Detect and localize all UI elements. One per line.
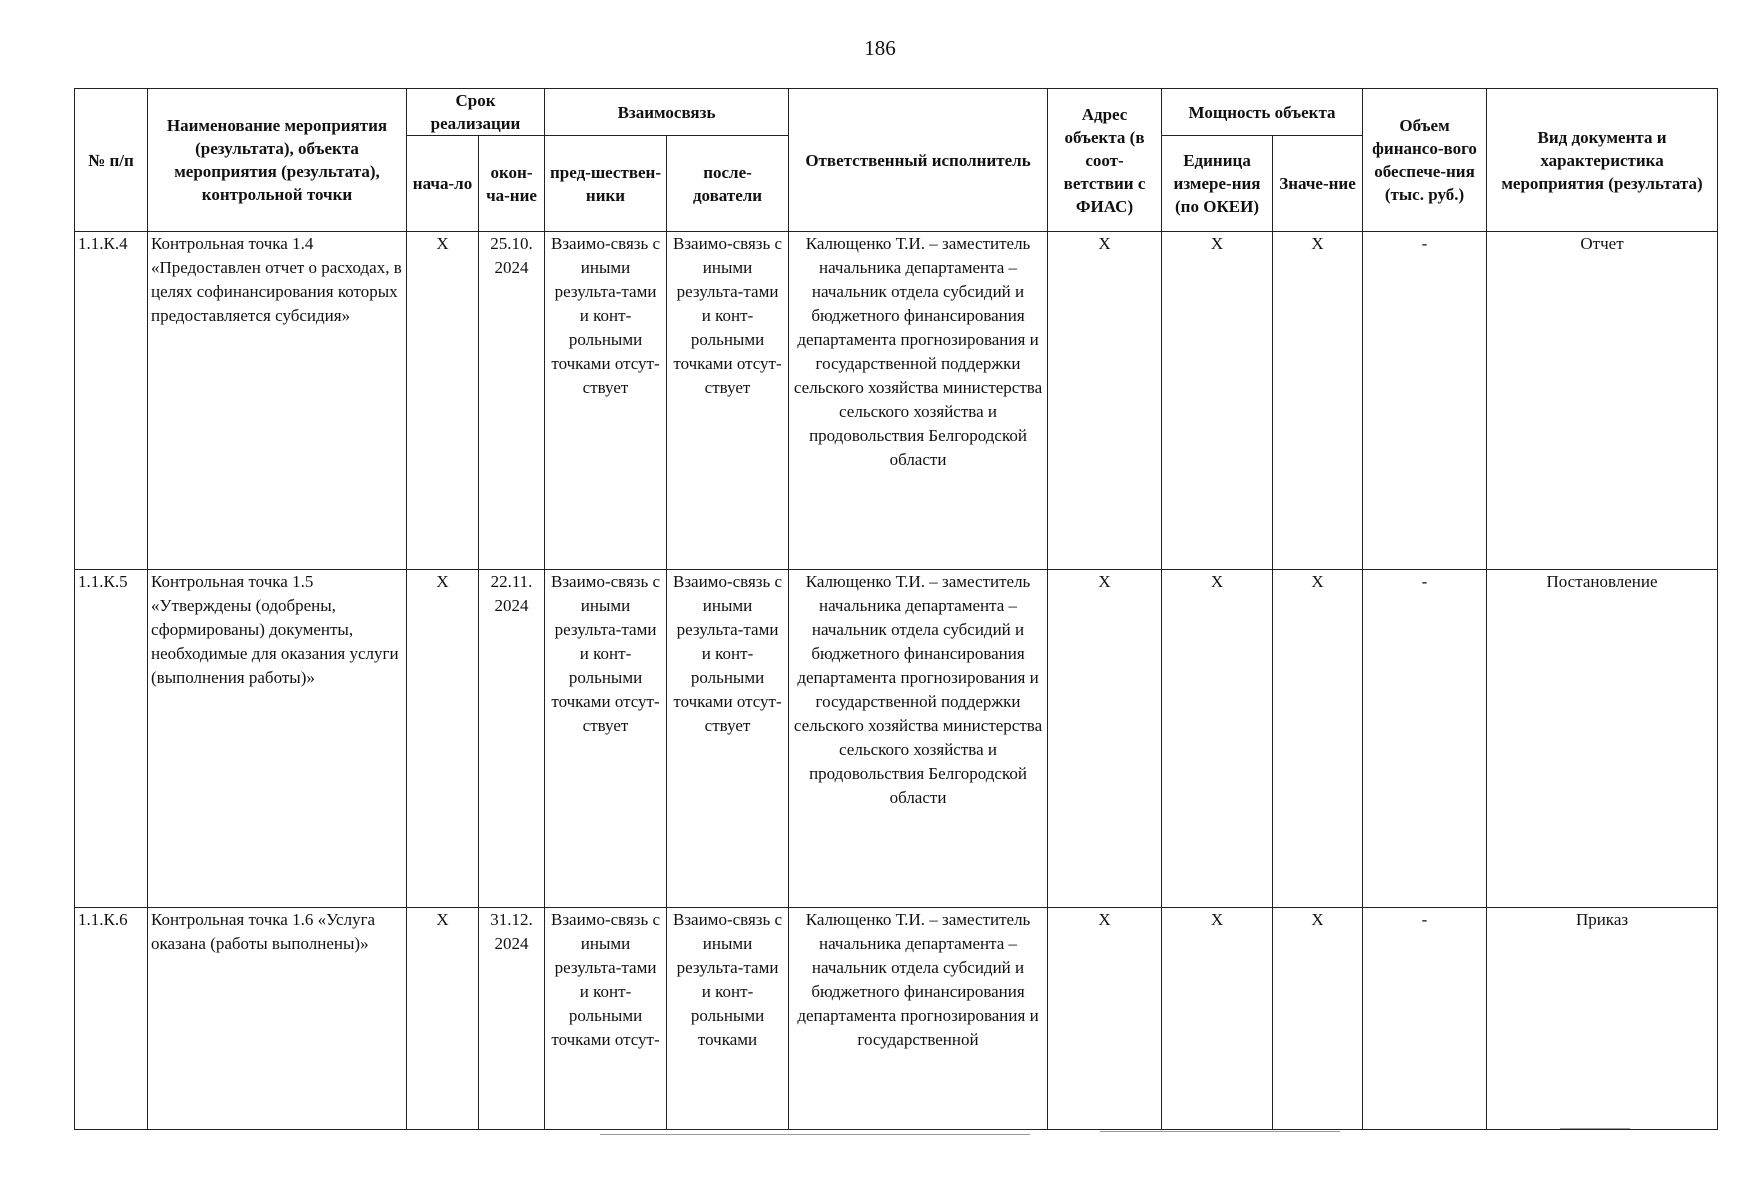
header-responsible: Ответственный исполнитель xyxy=(789,89,1048,232)
cell-finance: - xyxy=(1363,570,1487,908)
cell-start: X xyxy=(407,570,479,908)
page-number: 186 xyxy=(864,36,896,60)
header-term-start: нача-ло xyxy=(407,136,479,232)
cell-responsible: Калющенко Т.И. – заместитель начальника департамента – начальник отдела субсидий и бюджетного финансирования департамента прогнозирования и государственной xyxy=(789,908,1048,1130)
header-num: № п/п xyxy=(75,89,148,232)
scan-artifact-line xyxy=(1100,1131,1340,1132)
cell-doc: Постановление xyxy=(1487,570,1718,908)
header-link: Взаимосвязь xyxy=(545,89,789,136)
table-row xyxy=(75,232,1718,570)
header-value: Значе-ние xyxy=(1273,136,1363,232)
cell-value: X xyxy=(1273,908,1363,1130)
cell-end: 25.10. 2024 xyxy=(479,232,545,570)
cell-start: X xyxy=(407,908,479,1130)
cell-address: X xyxy=(1048,570,1162,908)
table-row xyxy=(75,908,1718,1130)
cell-unit: X xyxy=(1162,908,1273,1130)
cell-num: 1.1.К.4 xyxy=(75,232,148,570)
cell-num: 1.1.К.5 xyxy=(75,570,148,908)
cell-start: X xyxy=(407,232,479,570)
cell-unit: X xyxy=(1162,232,1273,570)
header-link-prev: пред-шествен-ники xyxy=(545,136,667,232)
cell-name: Контрольная точка 1.5 «Утверждены (одобрены, сформированы) документы, необходимые для оказания услуги (выполнения работы)» xyxy=(148,570,407,908)
cell-responsible: Калющенко Т.И. – заместитель начальника департамента – начальник отдела субсидий и бюджетного финансирования департамента прогнозирования и государственной поддержки сельского хозяйства министерства сельского хозяйства и продовольствия Белгородской области xyxy=(789,570,1048,908)
cell-prev: Взаимо-связь с иными результа-тами и конт-рольными точками отсут-ствует xyxy=(545,570,667,908)
header-capacity: Мощность объекта xyxy=(1162,89,1363,136)
header-term: Срок реализации xyxy=(407,89,545,136)
header-doc: Вид документа и характеристика мероприятия (результата) xyxy=(1487,89,1718,232)
cell-responsible: Калющенко Т.И. – заместитель начальника департамента – начальник отдела субсидий и бюджетного финансирования департамента прогнозирования и государственной поддержки сельского хозяйства министерства сельского хозяйства и продовольствия Белгородской области xyxy=(789,232,1048,570)
cell-doc: Отчет xyxy=(1487,232,1718,570)
cell-prev: Взаимо-связь с иными результа-тами и конт-рольными точками отсут- xyxy=(545,908,667,1130)
cell-next: Взаимо-связь с иными результа-тами и конт-рольными точками xyxy=(667,908,789,1130)
cell-unit: X xyxy=(1162,570,1273,908)
cell-prev: Взаимо-связь с иными результа-тами и конт-рольными точками отсут-ствует xyxy=(545,232,667,570)
cell-finance: - xyxy=(1363,232,1487,570)
cell-num: 1.1.К.6 xyxy=(75,908,148,1130)
cell-value: X xyxy=(1273,570,1363,908)
cell-next: Взаимо-связь с иными результа-тами и конт-рольными точками отсут-ствует xyxy=(667,570,789,908)
cell-doc: Приказ xyxy=(1487,908,1718,1130)
cell-value: X xyxy=(1273,232,1363,570)
header-finance: Объем финансо-вого обеспече-ния (тыс. руб.) xyxy=(1363,89,1487,232)
header-name: Наименование мероприятия (результата), объекта мероприятия (результата), контрольной точки xyxy=(148,89,407,232)
control-points-table xyxy=(74,88,1718,1130)
scan-artifact-line xyxy=(1560,1128,1630,1129)
scan-artifact-line xyxy=(600,1134,1030,1135)
cell-name: Контрольная точка 1.6 «Услуга оказана (работы выполнены)» xyxy=(148,908,407,1130)
cell-end: 22.11. 2024 xyxy=(479,570,545,908)
table-row xyxy=(75,570,1718,908)
cell-address: X xyxy=(1048,908,1162,1130)
cell-next: Взаимо-связь с иными результа-тами и конт-рольными точками отсут-ствует xyxy=(667,232,789,570)
header-unit: Единица измере-ния (по ОКЕИ) xyxy=(1162,136,1273,232)
cell-address: X xyxy=(1048,232,1162,570)
header-term-end: окон-ча-ние xyxy=(479,136,545,232)
cell-finance: - xyxy=(1363,908,1487,1130)
header-address: Адрес объекта (в соот-ветствии с ФИАС) xyxy=(1048,89,1162,232)
header-link-next: после-дователи xyxy=(667,136,789,232)
cell-end: 31.12. 2024 xyxy=(479,908,545,1130)
cell-name: Контрольная точка 1.4 «Предоставлен отчет о расходах, в целях софинансирования которых предоставляется субсидия» xyxy=(148,232,407,570)
